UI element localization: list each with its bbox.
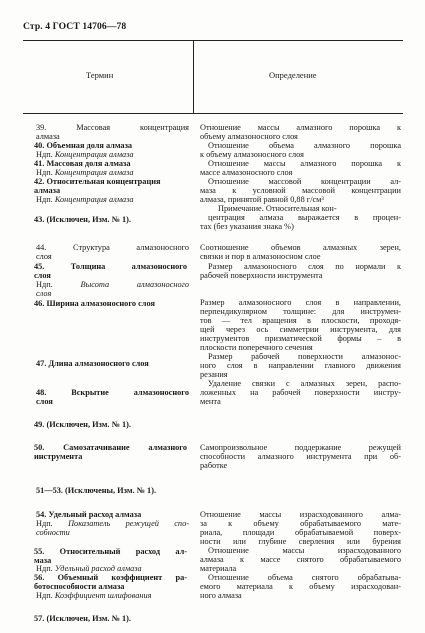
definition-text: ного алмаза	[200, 591, 242, 600]
term-line	[36, 591, 151, 600]
term-line	[34, 159, 130, 168]
ndp-label: Ндп.	[36, 168, 55, 177]
definition-line	[200, 334, 401, 343]
ndp-label: Ндп.	[36, 280, 81, 289]
definition-text: работке	[200, 461, 228, 470]
term-text: 41. Массовая доля алмаза	[34, 159, 131, 168]
definition-line	[200, 537, 401, 546]
term-text: Концентрация алмаза	[54, 168, 134, 177]
definition-line	[200, 343, 313, 352]
definition-text: Отношение объема алмазного порошка	[208, 141, 401, 150]
term-line	[34, 271, 51, 280]
definition-line	[200, 195, 324, 204]
definition-line	[200, 307, 401, 316]
definition-text: за к объему обрабатываемого мате-	[200, 519, 401, 528]
definition-line	[200, 222, 294, 231]
term-line	[34, 452, 82, 461]
definition-line	[200, 132, 298, 141]
definition-line	[208, 379, 401, 388]
term-line	[36, 397, 53, 406]
definition-text: связки и пор в алмазоносном слое	[200, 252, 321, 261]
term-line	[34, 262, 187, 271]
term-line	[36, 123, 189, 132]
definition-line	[200, 186, 401, 195]
definition-line	[200, 388, 401, 397]
term-text: слоя	[36, 252, 52, 261]
definition-text: массе алмазоносного слоя	[200, 168, 293, 177]
definition-text: алмаза, принятой равной 0,88 г/см³	[200, 195, 324, 204]
definition-line	[200, 361, 401, 370]
definition-line	[200, 461, 227, 470]
definition-text: риала, площади обрабатываемой поверх-	[200, 528, 401, 537]
term-line	[36, 195, 134, 204]
term-text: слоя	[34, 271, 51, 280]
definition-text: Отношение объема снятого обрабатыва-	[208, 573, 401, 582]
definition-line	[200, 452, 401, 461]
definition-line	[208, 213, 401, 222]
definition-text: плоскости поперечного сечения	[200, 343, 313, 352]
term-text: 48. Вскрытие алмазоносного	[36, 388, 189, 397]
term-line	[36, 252, 52, 261]
term-text: 44. Структура алмазоносного	[36, 243, 189, 252]
definition-line	[208, 262, 401, 271]
definition-line	[200, 316, 401, 325]
term-line	[36, 280, 189, 289]
definition-text: маза к условной массовой концентрации	[200, 186, 401, 195]
definition-text: Отношение массы израсходованного алма-	[200, 510, 401, 519]
term-text: 43. (Исключен, Изм. № 1).	[34, 215, 131, 224]
term-line	[34, 215, 131, 224]
definition-line	[200, 325, 401, 334]
definition-text: емого материала к объему израсходован-	[200, 582, 401, 591]
term-text: 45. Толщина алмазоносного	[34, 262, 187, 271]
term-line	[34, 141, 132, 150]
term-text: 56. Объемный коэффициент ра-	[34, 573, 187, 582]
term-text: 47. Длина алмазоносного слоя	[36, 359, 149, 368]
definition-text: Размер алмазоносного слоя по нормали к	[208, 262, 401, 271]
definition-line	[200, 528, 401, 537]
definition-line	[200, 271, 323, 280]
definition-text: перпендикулярном толщине: для инструмен-	[200, 307, 401, 316]
ndp-label: Ндп.	[36, 195, 55, 204]
definition-line	[208, 573, 401, 582]
term-text: Концентрация алмаза	[54, 150, 134, 159]
definition-text: Отношение массы израсходованного	[208, 546, 401, 555]
term-text: Показатель режущей спо-	[68, 519, 189, 528]
term-line	[36, 289, 51, 298]
definition-text: центрация алмаза выражается в процен-	[208, 213, 401, 222]
ndp-label: Ндп.	[36, 519, 69, 528]
definition-text: Отношение массы алмазного порошка к	[200, 123, 401, 132]
term-line	[36, 243, 189, 252]
term-line	[36, 486, 156, 495]
ndp-label: Ндп.	[36, 564, 55, 573]
term-line	[36, 168, 134, 177]
definition-text: алмаза к массе снятого обрабатываемого	[200, 555, 401, 564]
term-text: 55. Относительный расход ал-	[34, 547, 187, 556]
definition-text: тах (без указания знака %)	[200, 222, 294, 231]
definition-line	[200, 555, 401, 564]
term-line	[34, 299, 155, 308]
term-text: алмаза	[36, 132, 60, 141]
table-top-rule	[23, 40, 403, 41]
definition-text: Соотношение объемов алмазных зерен,	[200, 243, 401, 252]
definition-line	[200, 123, 401, 132]
definition-line	[208, 177, 401, 186]
term-text: Концентрация алмаза	[54, 195, 134, 204]
term-text: слоя	[36, 289, 52, 298]
definition-text: Отношение массовой концентрации ал-	[208, 177, 401, 186]
column-divider	[193, 40, 194, 114]
definition-line	[200, 252, 321, 261]
definition-text: Размер рабочей поверхности алмазонос-	[208, 352, 401, 361]
definition-line	[218, 204, 337, 213]
definition-text: тов — тел вращения в плоскости, проходя-	[200, 316, 401, 325]
term-line	[36, 132, 60, 141]
term-line	[34, 186, 60, 195]
term-text: 51—53. (Исключены, Изм. № 1).	[36, 486, 157, 495]
term-line	[36, 564, 142, 573]
term-line	[34, 420, 131, 429]
term-text: 57. (Исключен, Изм. № 1).	[34, 614, 131, 623]
term-line	[36, 528, 70, 537]
term-text: 50. Самозатачивание алмазного	[34, 443, 187, 452]
definition-line	[200, 443, 401, 452]
definition-text: объему алмазоносного слоя	[200, 132, 298, 141]
term-line	[34, 614, 131, 623]
term-line	[34, 547, 187, 556]
definition-line	[200, 510, 401, 519]
definition-line	[208, 141, 401, 150]
definition-line	[200, 397, 221, 406]
definition-line	[200, 298, 401, 307]
definition-line	[208, 546, 401, 555]
definition-text: Отношение массы алмазного порошка к	[208, 159, 401, 168]
term-text: 46. Ширина алмазоносного слоя	[34, 299, 155, 308]
definition-text: ложенных на рабочей поверхности инстру-	[200, 388, 401, 397]
definition-text: щей через ось симметрии инструмента, для	[200, 325, 401, 334]
term-text: маза	[34, 556, 52, 565]
definition-text: ного слоя в направлении главного движения	[200, 361, 401, 370]
definition-line	[200, 370, 228, 379]
term-text: 39. Массовая концентрация	[36, 123, 189, 132]
definition-text: мента	[200, 397, 221, 406]
definition-line	[200, 243, 401, 252]
definition-line	[200, 564, 236, 573]
definition-text: Размер алмазоносного слоя в направлении,	[200, 298, 401, 307]
term-text: 49. (Исключен, Изм. № 1).	[34, 420, 131, 429]
definition-text: Удаление связки с алмазных зерен, распо-	[208, 379, 401, 388]
term-text: Коэффициент шлифования	[54, 591, 152, 600]
term-text: 42. Относительная концентрация	[34, 177, 161, 186]
definition-line	[208, 159, 401, 168]
term-text: алмаза	[34, 186, 61, 195]
definition-text: резания	[200, 370, 228, 379]
definition-text: Примечание. Относительная кон-	[218, 204, 337, 213]
definition-line	[200, 519, 401, 528]
term-text: собности	[36, 528, 70, 537]
definition-line	[200, 150, 304, 159]
term-line	[36, 519, 189, 528]
header-bottom-rule	[23, 113, 403, 114]
definition-text: рабочей поверхности инструмента	[200, 271, 323, 280]
definition-line	[200, 582, 401, 591]
term-line	[34, 582, 124, 591]
term-line	[36, 388, 189, 397]
ndp-label: Ндп.	[36, 591, 55, 600]
term-text: инструмента	[34, 452, 83, 461]
definition-text: ности или глубине сверления или бурения	[200, 537, 401, 546]
term-text: 54. Удельный расход алмаза	[36, 510, 142, 519]
term-text: Высота алмазоносного	[80, 280, 189, 289]
column-header-definition: Определение	[269, 70, 317, 80]
term-line	[34, 443, 187, 452]
page-header: Стр. 4 ГОСТ 14706—78	[23, 21, 127, 32]
term-text: слоя	[36, 397, 53, 406]
term-text: 40. Объемная доля алмаза	[34, 141, 133, 150]
term-line	[36, 510, 141, 519]
definition-line	[200, 168, 292, 177]
term-line	[34, 177, 161, 186]
definition-text: инструментов призматической формы – в	[200, 334, 401, 343]
definition-text: к объему алмазоносного слоя	[200, 150, 304, 159]
definition-line	[208, 352, 401, 361]
term-text: ботоспособности алмаза	[34, 582, 125, 591]
definition-line	[200, 591, 242, 600]
term-line	[36, 359, 149, 368]
term-line	[34, 573, 187, 582]
definition-text: способности алмазного инструмента при об-	[200, 452, 401, 461]
definition-text: материала	[200, 564, 237, 573]
column-header-term: Термин	[86, 70, 114, 80]
term-text: Удельный расход алмаза	[54, 564, 142, 573]
term-line	[36, 150, 134, 159]
definition-text: Самопроизвольное поддержание режущей	[200, 443, 401, 452]
ndp-label: Ндп.	[36, 150, 55, 159]
